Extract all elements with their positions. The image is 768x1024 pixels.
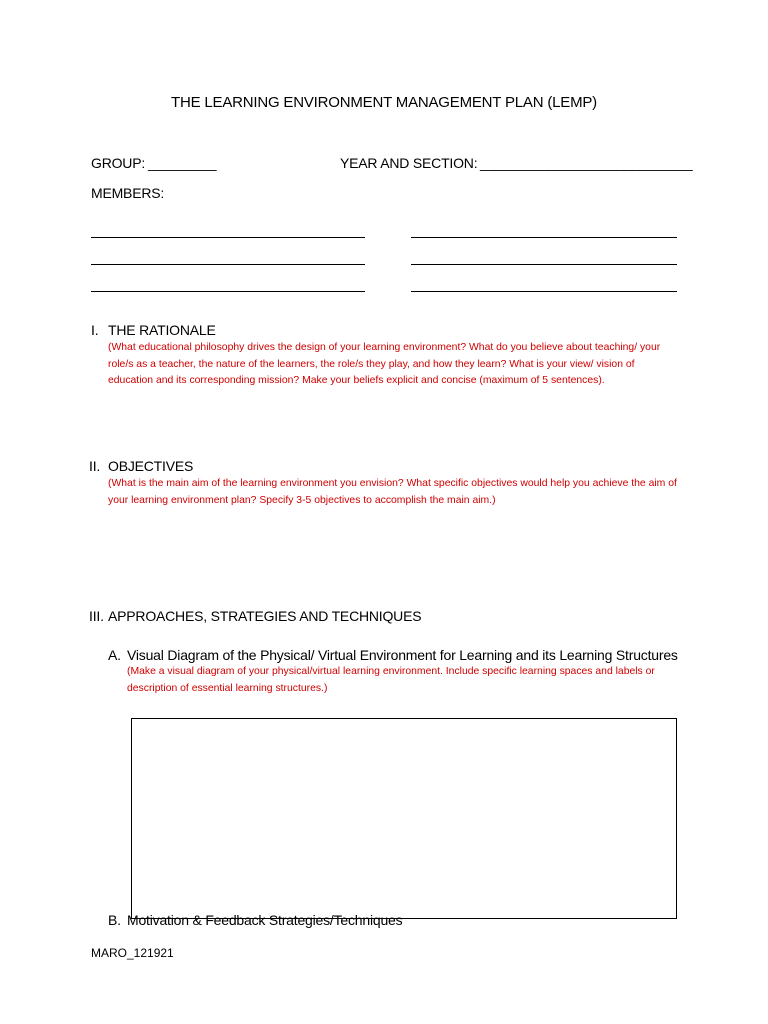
footer-code: MARO_121921 [91,946,174,960]
instruction-line: description of essential learning structures.) [127,682,328,694]
instruction-line: education and its corresponding mission? Make your beliefs explicit and concise (maximum of 5 sentences). [108,375,605,387]
members-label: MEMBERS: [91,185,165,201]
instruction-line: your learning environment plan? Specify 3-5 objectives to accomplish the main aim.) [108,494,496,506]
year-section-blank[interactable]: ____________________________ [480,155,693,171]
group-label: GROUP: [91,155,146,171]
section-1-numeral: I. [91,322,99,338]
member-line[interactable] [91,291,365,292]
section-2-numeral: II. [89,458,101,474]
section-3-numeral: III. [89,608,104,624]
member-line[interactable] [91,264,365,265]
section-2-instructions [108,476,677,509]
subsection-b-letter: B. [108,912,121,928]
member-line[interactable] [411,264,677,265]
year-section-label: YEAR AND SECTION: [340,155,478,171]
section-2-heading: OBJECTIVES [108,458,194,474]
instruction-line: role/s as a teacher, the nature of the learners, the role/s they play, and how they learn? What is your view/ vision of [108,358,635,370]
member-line[interactable] [411,237,677,238]
member-line[interactable] [91,237,365,238]
instruction-line: (What is the main aim of the learning environment you envision? What specific objectives would help you achieve the aim of [108,478,677,489]
instruction-line: (Make a visual diagram of your physical/virtual learning environment. Include specific learning spaces and labels or [127,666,655,677]
section-1-heading: THE RATIONALE [108,322,216,338]
instruction-line: (What educational philosophy drives the design of your learning environment? What do you believe about teaching/ your [108,342,661,353]
subsection-a-instructions [127,664,655,697]
member-line[interactable] [411,291,677,292]
document-title: THE LEARNING ENVIRONMENT MANAGEMENT PLAN (LEMP) [171,94,597,111]
group-blank[interactable]: _________ [148,155,217,171]
diagram-box[interactable] [131,718,677,919]
section-1-instructions [108,340,660,390]
section-3-heading: APPROACHES, STRATEGIES AND TECHNIQUES [108,608,422,624]
subsection-a-letter: A. [108,647,121,663]
subsection-a-heading: Visual Diagram of the Physical/ Virtual Environment for Learning and its Learning Structures [127,647,678,663]
subsection-b-heading: Motivation & Feedback Strategies/Techniques [127,912,403,928]
